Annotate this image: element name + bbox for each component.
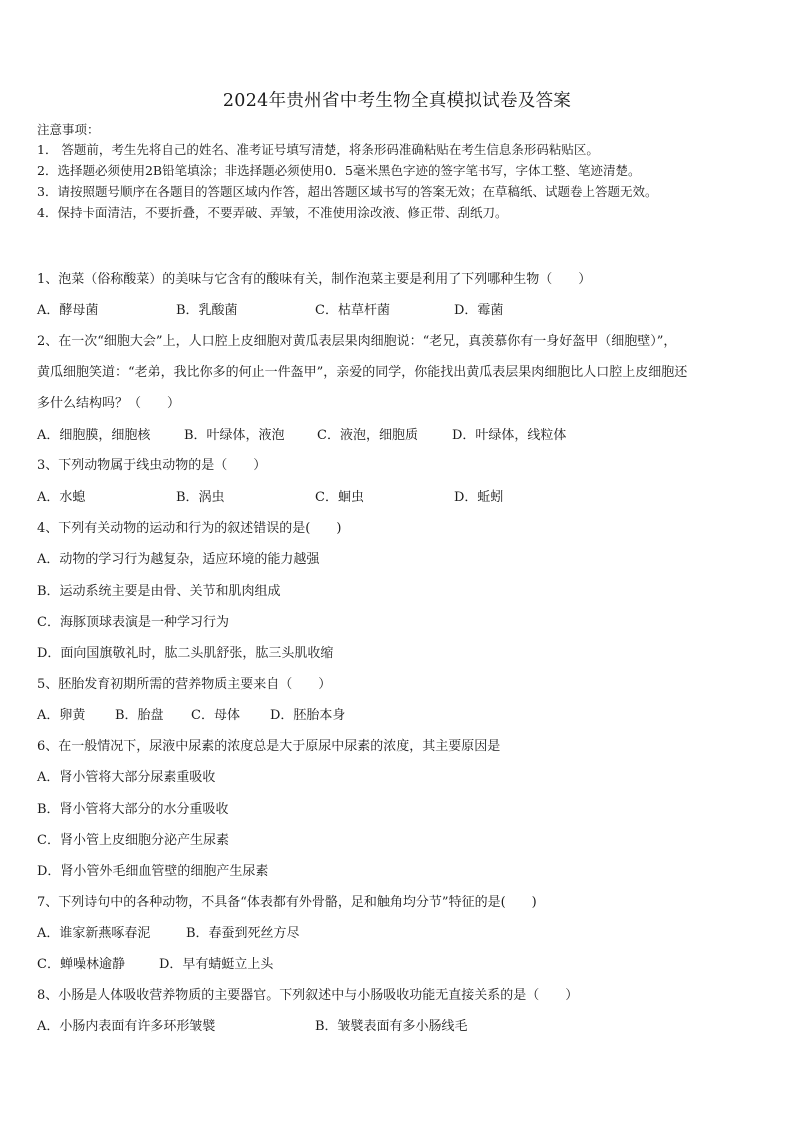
option-d: D．早有蜻蜓立上头 (159, 957, 274, 972)
option-b: B．乳酸菌 (176, 303, 238, 318)
option-b: B．叶绿体，液泡 (184, 428, 285, 443)
option-c: C．海豚顶球表演是一种学习行为 (37, 615, 229, 630)
notice-item: 3．请按照题号顺序在各题目的答题区域内作答，超出答题区域书写的答案无效；在草稿纸、试题卷上答题无效。 (37, 184, 658, 199)
option-c: C．枯草杆菌 (315, 303, 390, 318)
option-b: B．胎盘 (115, 708, 164, 723)
option-b: B．春蚕到死丝方尽 (186, 926, 300, 941)
option-a: A．卵黄 (37, 708, 86, 723)
notice-item: 2．选择题必须使用2B铅笔填涂；非选择题必须使用0．5毫米黑色字迹的签字笔书写，字体工整、笔迹清楚。 (37, 163, 641, 178)
question-stem: 多什么结构吗？（ ） (37, 396, 181, 411)
option-d: D．肾小管外毛细血管壁的细胞产生尿素 (37, 864, 269, 879)
option-a: A．肾小管将大部分尿素重吸收 (37, 770, 216, 785)
question-stem: 2、在一次“细胞大会”上，人口腔上皮细胞对黄瓜表层果肉细胞说：“老兄，真羡慕你有一身好盔甲（细胞壁）”， (37, 334, 677, 349)
option-a: A．水螅 (37, 490, 86, 505)
question-stem: 6、在一般情况下，尿液中尿素的浓度总是大于原尿中尿素的浓度，其主要原因是 (37, 739, 501, 754)
option-c: C．蝉噪林逾静 (37, 957, 125, 972)
option-d: D．胚胎本身 (270, 708, 346, 723)
notice-item: 1． 答题前，考生先将自己的姓名、准考证号填写清楚，将条形码准确粘贴在考生信息条形码粘贴区。 (37, 142, 599, 157)
option-a: A．细胞膜，细胞核 (37, 428, 151, 443)
option-a: A．动物的学习行为越复杂，适应环境的能力越强 (37, 552, 320, 567)
question-stem: 4、下列有关动物的运动和行为的叙述错误的是( ) (37, 521, 342, 536)
question-stem: 黄瓜细胞笑道：“老弟，我比你多的何止一件盔甲”，亲爱的同学，你能找出黄瓜表层果肉细胞比人口腔上皮细胞还 (37, 365, 688, 380)
question-stem: 1、泡菜（俗称酸菜）的美味与它含有的酸味有关，制作泡菜主要是利用了下列哪种生物（ ） (37, 272, 592, 287)
option-a: A．小肠内表面有许多环形皱襞 (37, 1019, 216, 1034)
option-a: A．酵母菌 (37, 303, 99, 318)
option-d: D．面向国旗敬礼时，肱二头肌舒张，肱三头肌收缩 (37, 646, 334, 661)
notice-item: 4．保持卡面清洁，不要折叠，不要弄破、弄皱，不准使用涂改液、修正带、刮纸刀。 (37, 205, 508, 220)
option-d: D．霉菌 (454, 303, 504, 318)
option-d: D．蚯蚓 (454, 490, 504, 505)
option-b: B．涡虫 (176, 490, 225, 505)
option-c: C．蛔虫 (315, 490, 364, 505)
question-stem: 3、下列动物属于线虫动物的是（ ） (37, 458, 267, 473)
option-d: D．叶绿体，线粒体 (452, 428, 567, 443)
option-b: B．运动系统主要是由骨、关节和肌肉组成 (37, 584, 281, 599)
question-stem: 7、下列诗句中的各种动物，不具备“体表都有外骨骼，足和触角均分节”特征的是( ) (37, 895, 537, 910)
option-c: C．肾小管上皮细胞分泌产生尿素 (37, 833, 229, 848)
question-stem: 5、胚胎发育初期所需的营养物质主要来自（ ） (37, 677, 332, 692)
question-stem: 8、小肠是人体吸收营养物质的主要器官。下列叙述中与小肠吸收功能无直接关系的是（ ） (37, 988, 579, 1003)
page-title: 2024年贵州省中考生物全真模拟试卷及答案 (222, 91, 572, 111)
option-c: C．液泡，细胞质 (317, 428, 418, 443)
notice-heading: 注意事项： (37, 122, 100, 137)
option-a: A．谁家新燕啄春泥 (37, 926, 151, 941)
option-b: B．皱襞表面有多小肠线毛 (315, 1019, 468, 1034)
option-b: B．肾小管将大部分的水分重吸收 (37, 802, 229, 817)
option-c: C．母体 (191, 708, 240, 723)
